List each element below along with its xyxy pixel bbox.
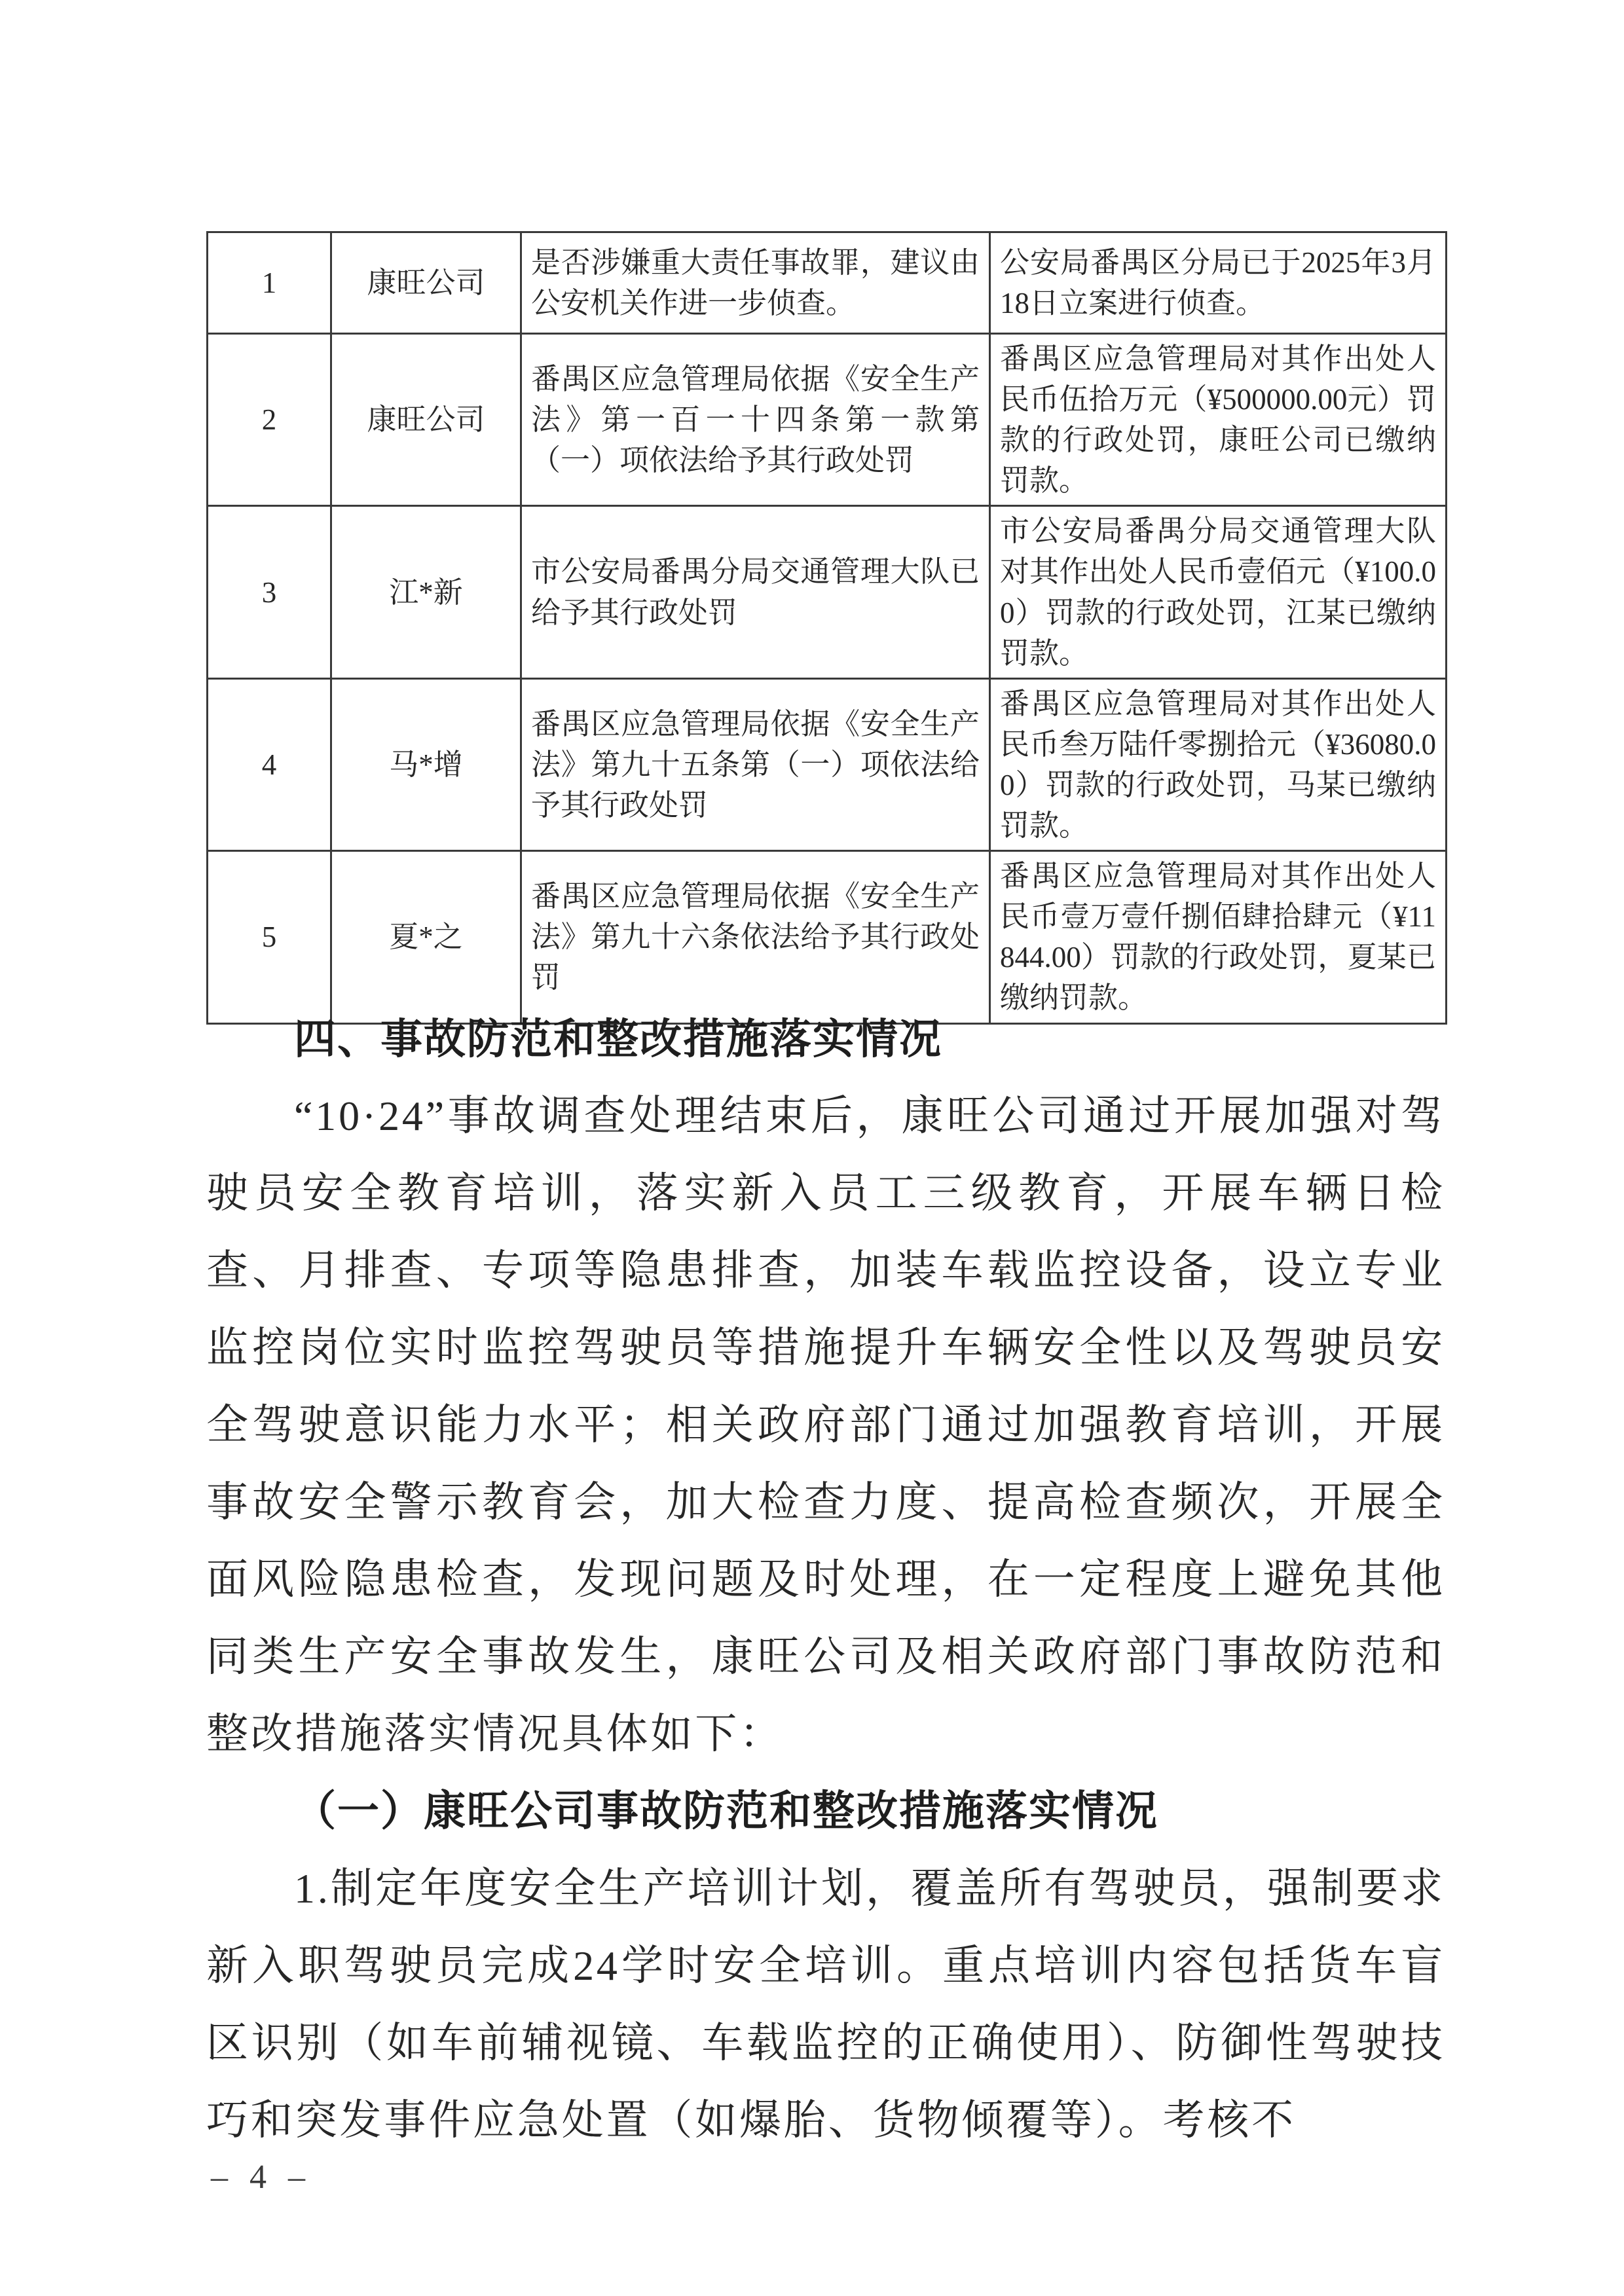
handling-recommendation-cell: 番禺区应急管理局依据《安全生产法》第九十六条依法给予其行政处罚 (521, 851, 990, 1023)
implementation-status-cell: 番禺区应急管理局对其作出处人民币伍拾万元（¥500000.00元）罚款的行政处罚，康旺公司已缴纳罚款。 (990, 334, 1447, 506)
subject-name-cell: 康旺公司 (331, 334, 521, 506)
handling-recommendation-cell: 市公安局番禺分局交通管理大队已给予其行政处罚 (521, 506, 990, 678)
implementation-status-cell: 市公安局番禺分局交通管理大队对其作出处人民币壹佰元（¥100.00）罚款的行政处罚，江某已缴纳罚款。 (990, 506, 1447, 678)
paragraph-prevention-overview: “10·24”事故调查处理结束后，康旺公司通过开展加强对驾驶员安全教育培训，落实新入员工三级教育，开展车辆日检查、月排查、专项等隐患排查，加装车载监控设备，设立专业监控岗位实时监控驾驶员等措施提升车辆安全性以及驾驶员安全驾驶意识能力水平；相关政府部门通过加强教育培训，开展事故安全警示教育会，加大检查力度、提高检查频次，开展全面风险隐患检查，发现问题及时处理，在一定程度上避免其他同类生产安全事故发生，康旺公司及相关政府部门事故防范和整改措施落实情况具体如下： (206, 1093, 1445, 1757)
row-number-cell: 2 (208, 334, 331, 506)
subject-name-cell: 江*新 (331, 506, 521, 678)
subject-name-cell: 康旺公司 (331, 232, 521, 334)
handling-recommendation-cell: 番禺区应急管理局依据《安全生产法》第一百一十四条第一款第（一）项依法给予其行政处罚 (521, 334, 990, 506)
implementation-status-cell: 番禺区应急管理局对其作出处人民币叁万陆仟零捌拾元（¥36080.00）罚款的行政处罚，马某已缴纳罚款。 (990, 678, 1447, 850)
handling-recommendation-cell: 番禺区应急管理局依据《安全生产法》第九十五条第（一）项依法给予其行政处罚 (521, 678, 990, 850)
subject-name-cell: 夏*之 (331, 851, 521, 1023)
subsection-heading-company-measures: （一）康旺公司事故防范和整改措施落实情况 (294, 1788, 1158, 1834)
penalty-implementation-table (206, 231, 1447, 1025)
row-number-cell: 3 (208, 506, 331, 678)
handling-recommendation-cell: 是否涉嫌重大责任事故罪，建议由公安机关作进一步侦查。 (521, 232, 990, 334)
implementation-status-cell: 公安局番禺区分局已于2025年3月18日立案进行侦查。 (990, 232, 1447, 334)
row-number-cell: 4 (208, 678, 331, 850)
row-number-cell: 5 (208, 851, 331, 1023)
implementation-status-cell: 番禺区应急管理局对其作出处人民币壹万壹仟捌佰肆拾肆元（¥11844.00）罚款的行政处罚，夏某已缴纳罚款。 (990, 851, 1447, 1023)
page-number: – 4 – (211, 2159, 312, 2196)
table-row (208, 678, 1447, 850)
table-row (208, 506, 1447, 678)
paragraph-company-training-plan: 1.制定年度安全生产培训计划，覆盖所有驾驶员，强制要求新入职驾驶员完成24学时安全培训。重点培训内容包括货车盲区识别（如车前辅视镜、车载监控的正确使用）、防御性驾驶技巧和突发事件应急处置（如爆胎、货物倾覆等）。考核不 (206, 1865, 1445, 2143)
section-heading-prevention-measures: 四、事故防范和整改措施落实情况 (294, 1015, 942, 1063)
row-number-cell: 1 (208, 232, 331, 334)
table-row (208, 232, 1447, 334)
table-row (208, 851, 1447, 1023)
subject-name-cell: 马*增 (331, 678, 521, 850)
table-row (208, 334, 1447, 506)
body-text-block (206, 1000, 1445, 2159)
